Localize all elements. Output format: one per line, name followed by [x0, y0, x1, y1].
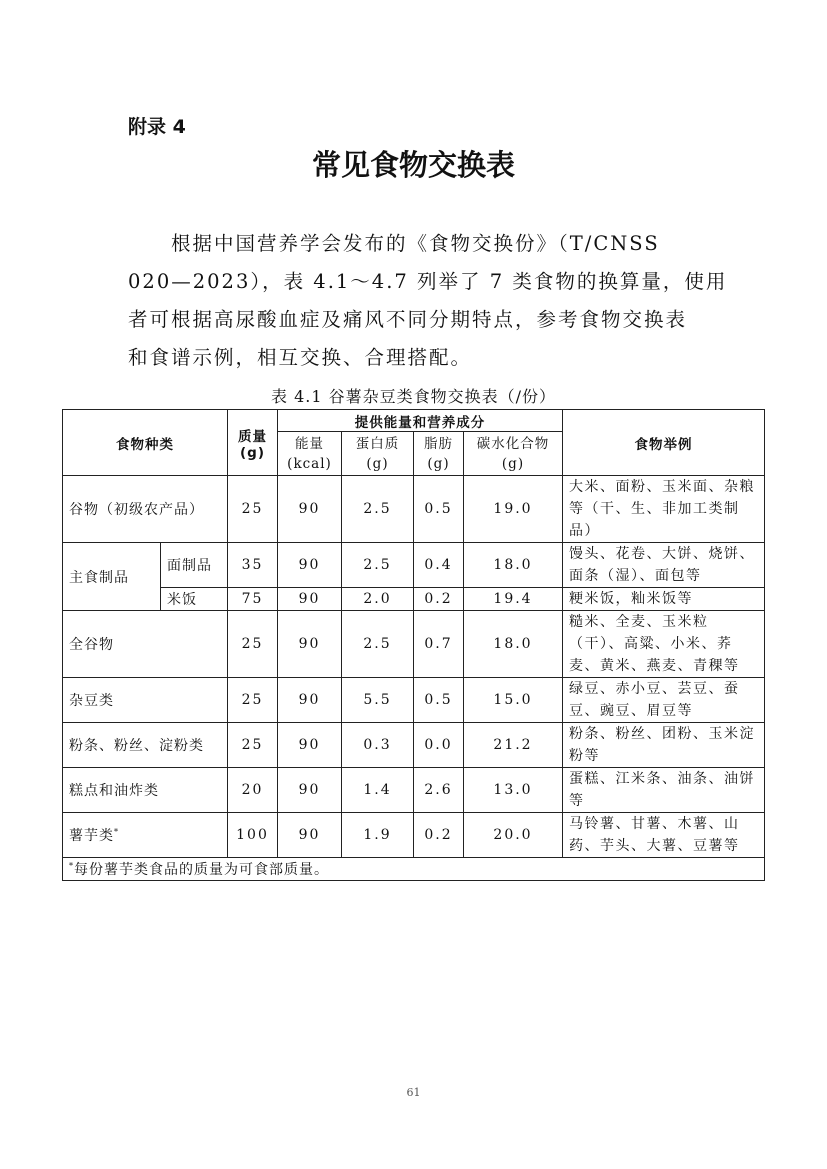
- food-type-label: 薯芋类: [69, 828, 114, 844]
- cell-fat: 0.2: [414, 588, 464, 611]
- intro-line: 020—2023），表 4.1～4.7 列举了 7 类食物的换算量，使用: [128, 270, 728, 293]
- cell-examples: 粳米饭，籼米饭等: [563, 588, 765, 611]
- cell-mass: 35: [228, 543, 278, 588]
- header-fat-unit: (g): [427, 455, 450, 472]
- header-fat: [414, 432, 464, 476]
- page-number: 61: [406, 1086, 421, 1099]
- cell-food-type: 杂豆类: [63, 678, 228, 723]
- table-row: [63, 813, 765, 858]
- cell-food-subtype: 面制品: [161, 543, 228, 588]
- cell-carb: 18.0: [464, 543, 563, 588]
- table-caption: 表 4.1 谷薯杂豆类食物交换表（/份）: [270, 387, 556, 406]
- header-carb-unit: (g): [501, 455, 525, 472]
- cell-examples: 馒头、花卷、大饼、烧饼、面条（湿）、面包等: [563, 543, 765, 588]
- cell-carb: 13.0: [464, 768, 563, 813]
- cell-carb: 15.0: [464, 678, 563, 723]
- cell-mass: 25: [228, 723, 278, 768]
- page-title: 常见食物交换表: [311, 148, 515, 182]
- cell-fat: 0.2: [414, 813, 464, 858]
- header-examples: 食物举例: [563, 410, 765, 476]
- cell-protein: 2.5: [342, 543, 414, 588]
- table-row: [63, 678, 765, 723]
- cell-food-type: 粉条、粉丝、淀粉类: [63, 723, 228, 768]
- cell-fat: 0.5: [414, 678, 464, 723]
- table-footnote-row: [63, 858, 765, 881]
- table-row: [63, 476, 765, 543]
- cell-carb: 21.2: [464, 723, 563, 768]
- cell-food-type: [63, 813, 228, 858]
- cell-energy: 90: [278, 543, 342, 588]
- cell-fat: 0.7: [414, 611, 464, 678]
- header-fat-label: 脂肪: [424, 435, 453, 452]
- cell-carb: 19.0: [464, 476, 563, 543]
- cell-food-subtype: 米饭: [161, 588, 228, 611]
- header-mass-unit: (g): [239, 444, 265, 461]
- table-footnote: [63, 858, 765, 881]
- header-energy-label: 能量: [295, 435, 324, 452]
- cell-protein: 1.4: [342, 768, 414, 813]
- header-protein-unit: (g): [366, 455, 389, 472]
- table-row: [63, 768, 765, 813]
- footnote-marker: *: [69, 861, 74, 871]
- cell-mass: 75: [228, 588, 278, 611]
- table-row: [63, 543, 765, 588]
- header-carb: [464, 432, 563, 476]
- cell-energy: 90: [278, 768, 342, 813]
- cell-protein: 2.5: [342, 476, 414, 543]
- cell-mass: 20: [228, 768, 278, 813]
- cell-fat: 0.5: [414, 476, 464, 543]
- cell-examples: 糙米、全麦、玉米粒（干）、高粱、小米、荞麦、黄米、燕麦、青稞等: [563, 611, 765, 678]
- header-carb-label: 碳水化合物: [476, 435, 550, 452]
- header-energy-unit: (kcal): [287, 455, 332, 472]
- cell-energy: 90: [278, 588, 342, 611]
- cell-examples: 蛋糕、江米条、油条、油饼等: [563, 768, 765, 813]
- cell-energy: 90: [278, 678, 342, 723]
- cell-examples: 粉条、粉丝、团粉、玉米淀粉等: [563, 723, 765, 768]
- cell-mass: 25: [228, 678, 278, 723]
- intro-line: 根据中国营养学会发布的《食物交换份》（T/CNSS: [128, 232, 660, 255]
- cell-energy: 90: [278, 813, 342, 858]
- cell-examples: 大米、面粉、玉米面、杂粮等（干、生、非加工类制品）: [563, 476, 765, 543]
- cell-protein: 5.5: [342, 678, 414, 723]
- intro-paragraph: [128, 225, 728, 377]
- cell-fat: 0.0: [414, 723, 464, 768]
- cell-protein: 2.0: [342, 588, 414, 611]
- cell-fat: 2.6: [414, 768, 464, 813]
- cell-food-type: 糕点和油炸类: [63, 768, 228, 813]
- intro-line: 者可根据高尿酸血症及痛风不同分期特点，参考食物交换表: [128, 308, 688, 331]
- footnote-text: 每份薯芋类食品的质量为可食部质量。: [74, 862, 329, 878]
- cell-carb: 20.0: [464, 813, 563, 858]
- cell-mass: 100: [228, 813, 278, 858]
- cell-fat: 0.4: [414, 543, 464, 588]
- cell-food-type: 谷物（初级农产品）: [63, 476, 228, 543]
- table-row: [63, 611, 765, 678]
- cell-protein: 1.9: [342, 813, 414, 858]
- cell-carb: 18.0: [464, 611, 563, 678]
- cell-food-group: 主食制品: [63, 543, 161, 611]
- cell-examples: 绿豆、赤小豆、芸豆、蚕豆、豌豆、眉豆等: [563, 678, 765, 723]
- cell-food-type: 全谷物: [63, 611, 228, 678]
- cell-mass: 25: [228, 611, 278, 678]
- header-nutrition-group: 提供能量和营养成分: [278, 410, 563, 432]
- header-protein: [342, 432, 414, 476]
- food-exchange-table: [62, 409, 765, 881]
- header-energy: [278, 432, 342, 476]
- header-protein-label: 蛋白质: [355, 435, 400, 452]
- cell-energy: 90: [278, 611, 342, 678]
- cell-energy: 90: [278, 723, 342, 768]
- cell-mass: 25: [228, 476, 278, 543]
- header-category: 食物种类: [63, 410, 228, 476]
- footnote-marker: *: [114, 827, 119, 837]
- intro-line: 和食谱示例，相互交换、合理搭配。: [128, 346, 473, 369]
- cell-energy: 90: [278, 476, 342, 543]
- table-row: [63, 588, 765, 611]
- header-mass: [228, 410, 278, 476]
- cell-examples: 马铃薯、甘薯、木薯、山药、芋头、大薯、豆薯等: [563, 813, 765, 858]
- appendix-label: 附录 4: [128, 116, 186, 138]
- header-mass-label: 质量: [238, 428, 267, 445]
- cell-protein: 2.5: [342, 611, 414, 678]
- cell-carb: 19.4: [464, 588, 563, 611]
- cell-protein: 0.3: [342, 723, 414, 768]
- table-row: [63, 723, 765, 768]
